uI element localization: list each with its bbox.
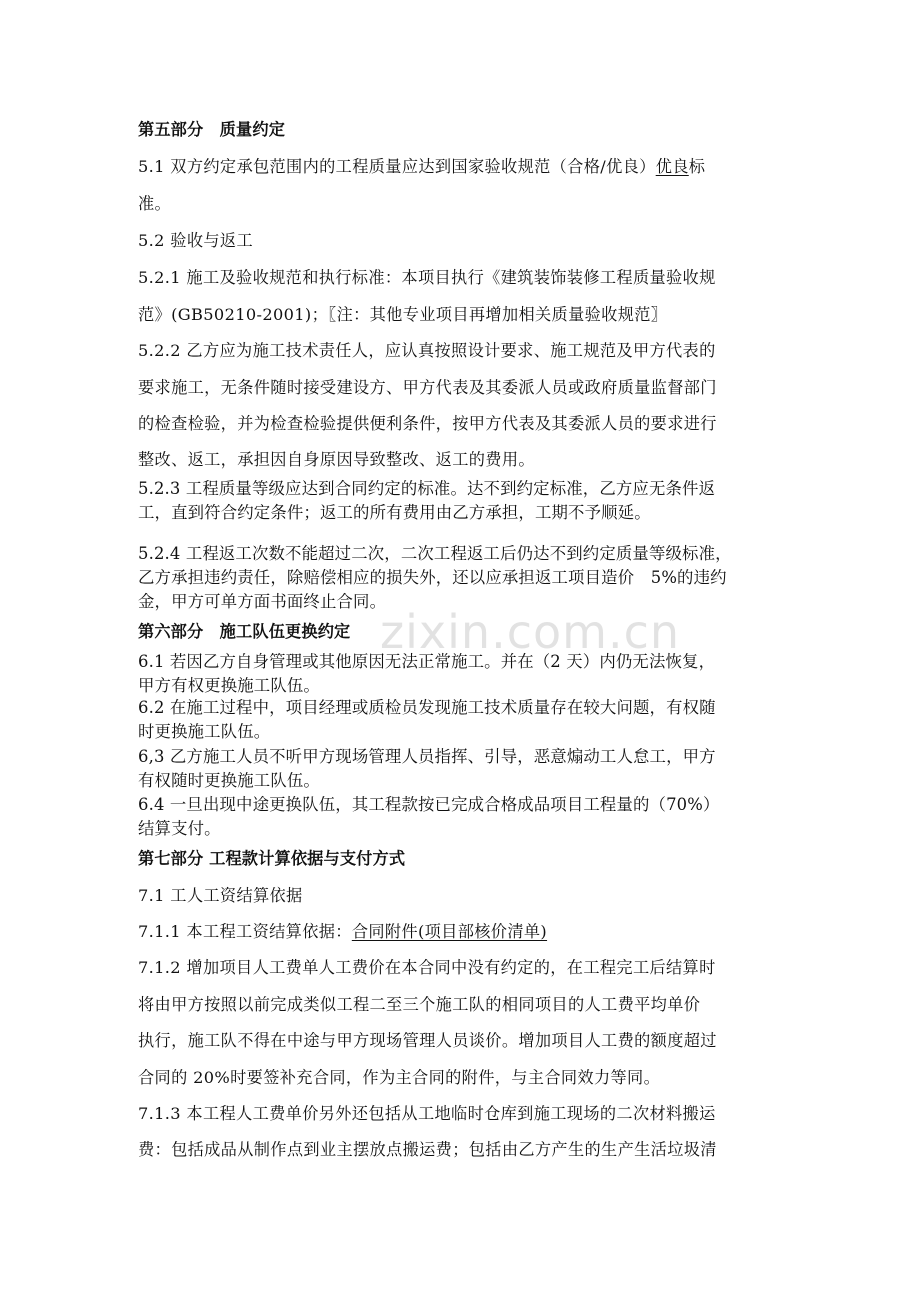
paragraph-line: 将由甲方按照以前完成类似工程二至三个施工队的相同项目的人工费平均单价: [138, 995, 701, 1014]
paragraph-line: 7.1.3 本工程人工费单价另外还包括从工地临时仓库到施工现场的二次材料搬运: [138, 1104, 716, 1123]
paragraph-line: 5.2.3 工程质量等级应达到合同约定的标准。达不到约定标准，乙方应无条件返: [138, 479, 716, 498]
section-title-part-6: 第六部分 施工队伍更换约定: [138, 622, 351, 641]
watermark: zixin.com.cn: [380, 605, 681, 659]
underlined-value: 优良: [655, 157, 689, 176]
paragraph-line: 的检查检验，并为检查检验提供便利条件，按甲方代表及其委派人员的要求进行: [138, 414, 717, 433]
subsection-heading: 7.1 工人工资结算依据: [138, 886, 303, 905]
paragraph-line: 5.2.2 乙方应为施工技术责任人，应认真按照设计要求、施工规范及甲方代表的: [138, 341, 716, 360]
paragraph-line: 7.1.2 增加项目人工费单人工费价在本合同中没有约定的，在工程完工后结算时: [138, 958, 716, 977]
section-title-part-5: 第五部分 质量约定: [138, 120, 286, 139]
text-run: 标: [688, 157, 706, 176]
paragraph-line: 6.1 若因乙方自身管理或其他原因无法正常施工。并在（2 天）内仍无法恢复，: [138, 652, 716, 671]
paragraph-line: 6.4 一旦出现中途更换队伍，其工程款按已完成合格成品项目工程量的（70%）: [138, 795, 720, 814]
paragraph-line: 乙方承担违约责任，除赔偿相应的损失外，还以应承担返工项目造价 5%的违约: [138, 568, 727, 587]
text-run: 7.1.1 本工程工资结算依据：: [138, 922, 352, 941]
paragraph-line: 5.2.1 施工及验收规范和执行标准：本项目执行《建筑装饰装修工程质量验收规: [138, 268, 716, 287]
subsection-heading: 5.2 验收与返工: [138, 231, 253, 250]
paragraph-line: 要求施工，无条件随时接受建设方、甲方代表及其委派人员或政府质量监督部门: [138, 378, 717, 397]
text-run: 5.1 双方约定承包范围内的工程质量应达到国家验收规范（合格/优良）: [138, 157, 656, 176]
paragraph-line: 费：包括成品从制作点到业主摆放点搬运费；包括由乙方产生的生产生活垃圾清: [138, 1140, 717, 1159]
paragraph-line: 范》(GB50210-2001)；〖注：其他专业项目再增加相关质量验收规范〗: [138, 305, 668, 324]
paragraph-line: 甲方有权更换施工队伍。: [138, 676, 320, 695]
paragraph-line: 准。: [138, 194, 172, 213]
paragraph-line: 5.2.4 工程返工次数不能超过二次，二次工程返工后仍达不到约定质量等级标准，: [138, 544, 732, 563]
paragraph-line: 时更换施工队伍。: [138, 722, 271, 741]
paragraph-line: 金，甲方可单方面书面终止合同。: [138, 592, 387, 611]
underlined-value: 合同附件(项目部核价清单): [351, 922, 548, 941]
paragraph-line: [138, 922, 788, 942]
paragraph-line: 6,3 乙方施工人员不听甲方现场管理人员指挥、引导，恶意煽动工人怠工，甲方: [138, 747, 716, 766]
paragraph-line: 有权随时更换施工队伍。: [138, 771, 320, 790]
paragraph-line: 结算支付。: [138, 819, 221, 838]
section-title-part-7: 第七部分 工程款计算依据与支付方式: [138, 849, 406, 868]
paragraph-line: 合同的 20%时要签补充合同，作为主合同的附件，与主合同效力等同。: [138, 1068, 661, 1087]
paragraph-line: 执行，施工队不得在中途与甲方现场管理人员谈价。增加项目人工费的额度超过: [138, 1031, 717, 1050]
paragraph-line: [138, 157, 788, 177]
paragraph-line: 6.2 在施工过程中，项目经理或质检员发现施工技术质量存在较大问题，有权随: [138, 698, 716, 717]
paragraph-line: 工，直到符合约定条件；返工的所有费用由乙方承担，工期不予顺延。: [138, 503, 651, 522]
paragraph-line: 整改、返工，承担因自身原因导致整改、返工的费用。: [138, 450, 535, 469]
